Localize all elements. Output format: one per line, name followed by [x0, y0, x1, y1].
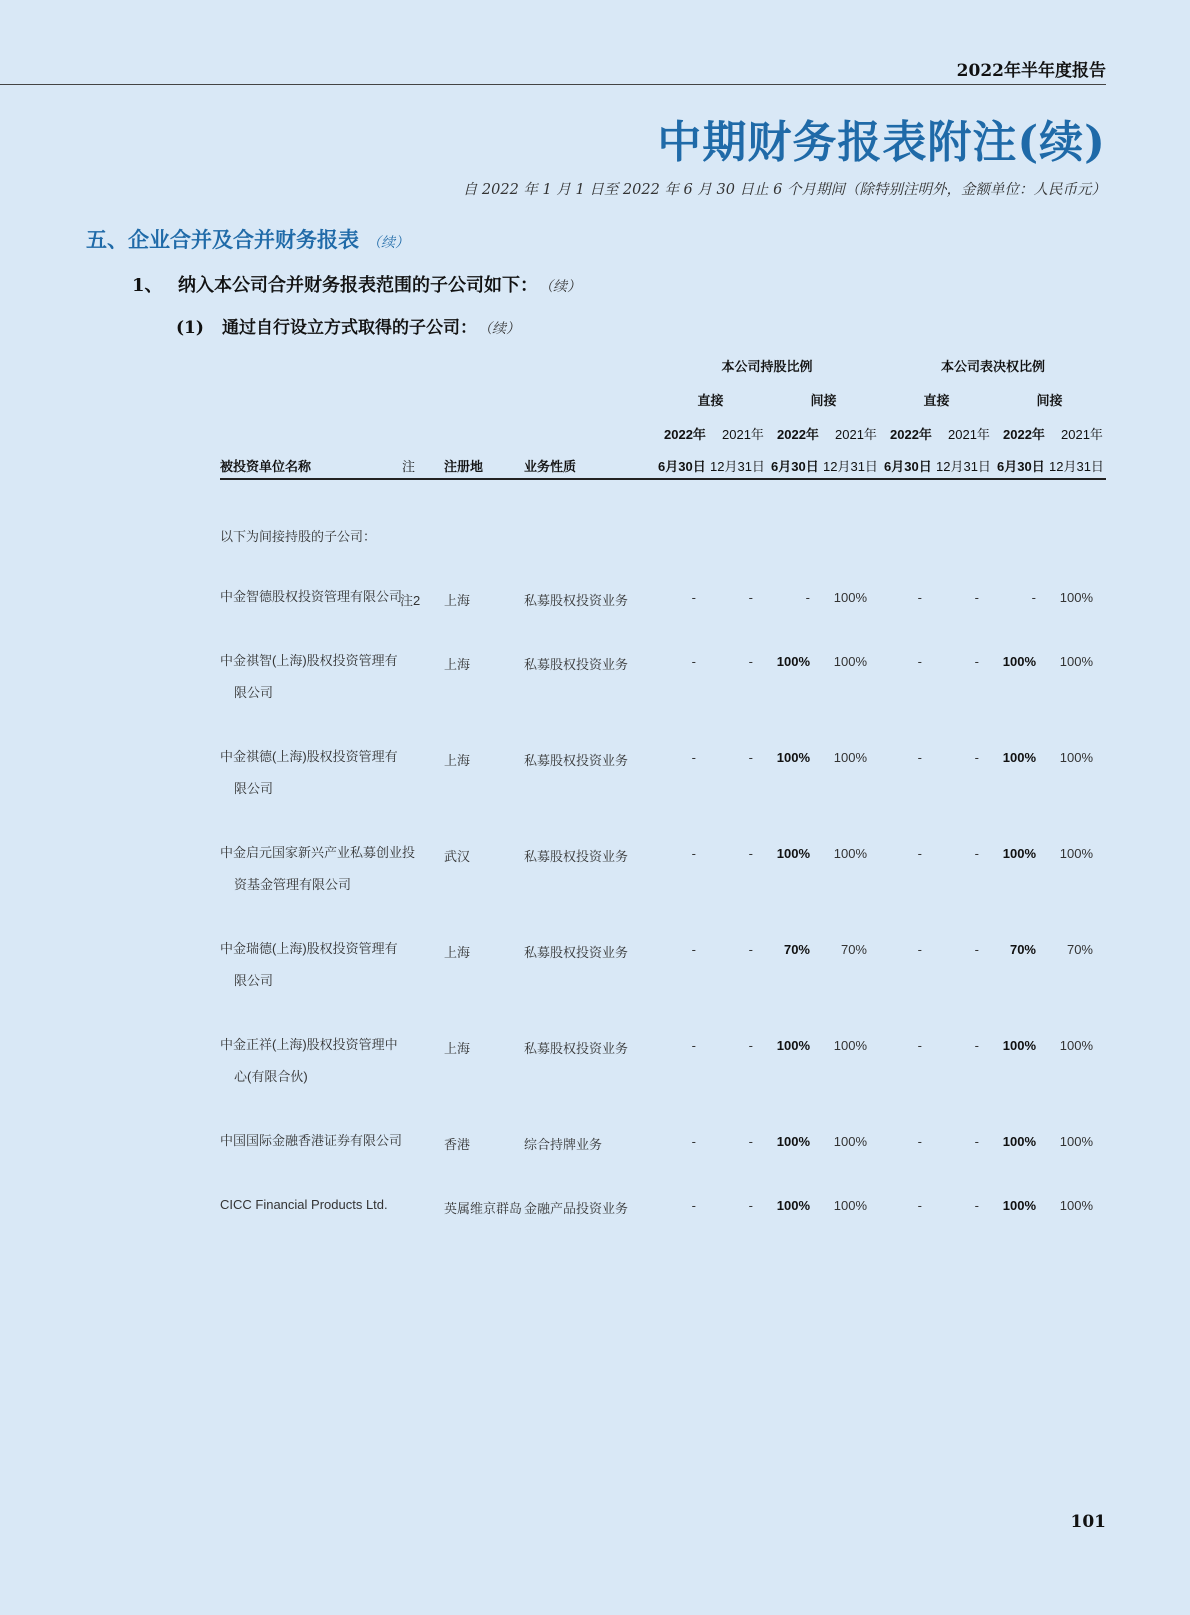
subsection-title: 纳入本公司合并财务报表范围的子公司如下：	[178, 275, 538, 296]
ratio-value: 100%	[776, 1198, 810, 1213]
ratio-value: -	[748, 654, 753, 669]
ratio-value: -	[974, 942, 979, 957]
subsection-number: 1、	[132, 275, 163, 296]
ratio-value: -	[917, 750, 922, 765]
ratio-value: 100%	[776, 846, 810, 861]
ratio-value: 70%	[840, 942, 867, 957]
date-header: 6月30日	[884, 459, 932, 474]
date-header: 12月31日	[936, 459, 991, 474]
company-name-line1: 中金正祥(上海)股权投资管理中	[220, 1037, 398, 1052]
group-header-holding: 本公司持股比例	[721, 359, 813, 374]
subsection-heading	[132, 271, 581, 297]
ratio-value: 100%	[833, 654, 867, 669]
sub-subsection-heading	[176, 313, 520, 338]
ratio-value: 100%	[1059, 654, 1093, 669]
business-nature: 综合持牌业务	[524, 1137, 603, 1152]
company-name	[220, 741, 398, 805]
year-header: 2021年	[835, 427, 877, 442]
ratio-value: 100%	[776, 1134, 810, 1149]
ratio-value: -	[748, 1038, 753, 1053]
year-header: 2022年	[1003, 427, 1045, 442]
ratio-value: -	[748, 590, 753, 605]
year-header: 2021年	[722, 427, 764, 442]
ratio-value: -	[917, 654, 922, 669]
ratio-value: 100%	[833, 1038, 867, 1053]
date-header: 6月30日	[771, 459, 819, 474]
company-name-line1: 中金启元国家新兴产业私募创业投	[220, 845, 416, 860]
company-name-line1: CICC Financial Products Ltd.	[220, 1197, 388, 1212]
ratio-value: -	[1031, 590, 1036, 605]
ratio-value: -	[748, 942, 753, 957]
company-name	[220, 1189, 388, 1221]
ratio-value: 100%	[1059, 1038, 1093, 1053]
table-intro: 以下为间接持股的子公司：	[220, 529, 377, 544]
year-header: 2021年	[1061, 427, 1103, 442]
year-header: 2022年	[777, 427, 819, 442]
ratio-value: 100%	[776, 1038, 810, 1053]
section-continued: （续）	[367, 235, 409, 251]
ratio-value: -	[917, 846, 922, 861]
registered-place: 香港	[444, 1137, 471, 1152]
company-name-line1: 中国国际金融香港证券有限公司	[220, 1133, 403, 1148]
ratio-value: 100%	[776, 750, 810, 765]
date-header: 12月31日	[823, 459, 878, 474]
company-name-line1: 中金祺智(上海)股权投资管理有	[220, 653, 398, 668]
ratio-value: 100%	[1002, 654, 1036, 669]
note-ref: 注2	[400, 593, 421, 608]
ratio-value: 100%	[1002, 846, 1036, 861]
ratio-value: 100%	[1059, 1198, 1093, 1213]
ratio-value: -	[691, 1038, 696, 1053]
period-subtitle: 自 2022 年 1 月 1 日至 2022 年 6 月 30 日止 6 个月期间（除特别注明外，金额单位：人民币元）	[462, 182, 1106, 198]
date-header: 6月30日	[658, 459, 706, 474]
ratio-value: -	[691, 590, 696, 605]
business-nature: 私募股权投资业务	[524, 753, 629, 768]
ratio-value: -	[917, 1038, 922, 1053]
col-header-place: 注册地	[444, 459, 484, 474]
sub-header-holding-direct: 直接	[697, 393, 724, 408]
ratio-value: -	[917, 1198, 922, 1213]
company-name	[220, 837, 415, 901]
business-nature: 私募股权投资业务	[524, 593, 629, 608]
ratio-value: -	[748, 846, 753, 861]
ratio-value: -	[748, 1134, 753, 1149]
ratio-value: -	[917, 1134, 922, 1149]
section-heading-text: 五、企业合并及合并财务报表	[86, 227, 359, 252]
group-header-voting: 本公司表决权比例	[940, 359, 1045, 374]
date-header: 12月31日	[1049, 459, 1104, 474]
ratio-value: 70%	[1066, 942, 1093, 957]
ratio-value: -	[691, 654, 696, 669]
page-number: 101	[1070, 1512, 1106, 1532]
page-title: 中期财务报表附注(续)	[657, 117, 1106, 168]
sub-subsection-continued: （续）	[485, 321, 520, 337]
ratio-value: -	[974, 1134, 979, 1149]
registered-place: 上海	[444, 753, 471, 768]
ratio-value: 100%	[833, 590, 867, 605]
sub-header-holding-indirect: 间接	[810, 393, 837, 408]
business-nature: 私募股权投资业务	[524, 849, 629, 864]
header-divider	[0, 84, 1106, 85]
ratio-value: 100%	[1059, 750, 1093, 765]
ratio-value: -	[691, 942, 696, 957]
ratio-value: -	[691, 846, 696, 861]
registered-place: 上海	[444, 945, 471, 960]
ratio-value: 100%	[1002, 1134, 1036, 1149]
ratio-value: 100%	[833, 750, 867, 765]
sub-header-voting-indirect: 间接	[1036, 393, 1063, 408]
company-name-line1: 中金智德股权投资管理有限公司	[220, 589, 403, 604]
company-name-line2: 限公司	[234, 781, 274, 796]
date-header: 6月30日	[997, 459, 1045, 474]
ratio-value: -	[974, 846, 979, 861]
year-header: 2022年	[664, 427, 706, 442]
ratio-value: -	[974, 750, 979, 765]
ratio-value: 100%	[1059, 1134, 1093, 1149]
registered-place: 上海	[444, 657, 471, 672]
ratio-value: -	[974, 590, 979, 605]
ratio-value: -	[691, 1134, 696, 1149]
business-nature: 私募股权投资业务	[524, 657, 629, 672]
ratio-value: -	[917, 590, 922, 605]
ratio-value: 100%	[1002, 750, 1036, 765]
ratio-value: -	[805, 590, 810, 605]
date-header: 12月31日	[710, 459, 765, 474]
ratio-value: 100%	[776, 654, 810, 669]
company-name-line1: 中金瑞德(上海)股权投资管理有	[220, 941, 398, 956]
ratio-value: -	[974, 1198, 979, 1213]
ratio-value: 100%	[1059, 590, 1093, 605]
company-name	[220, 581, 402, 613]
sub-header-voting-direct: 直接	[923, 393, 950, 408]
ratio-value: 70%	[1009, 942, 1036, 957]
ratio-value: 100%	[1059, 846, 1093, 861]
col-header-note: 注	[402, 459, 416, 474]
business-nature: 私募股权投资业务	[524, 945, 629, 960]
table-header-rule	[220, 478, 1106, 480]
registered-place: 上海	[444, 1041, 471, 1056]
company-name	[220, 1029, 398, 1093]
registered-place: 武汉	[444, 849, 471, 864]
report-title: 2022年半年度报告	[956, 61, 1106, 81]
sub-subsection-number: (1)	[176, 318, 204, 338]
registered-place: 上海	[444, 593, 471, 608]
company-name	[220, 645, 398, 709]
ratio-value: -	[917, 942, 922, 957]
ratio-value: 100%	[1002, 1198, 1036, 1213]
company-name-line1: 中金祺德(上海)股权投资管理有	[220, 749, 398, 764]
ratio-value: 100%	[833, 1134, 867, 1149]
ratio-value: 70%	[783, 942, 810, 957]
company-name	[220, 1125, 402, 1157]
company-name-line2: 资基金管理有限公司	[234, 877, 352, 892]
business-nature: 私募股权投资业务	[524, 1041, 629, 1056]
ratio-value: -	[691, 1198, 696, 1213]
registered-place: 英属维京群岛	[444, 1201, 523, 1216]
year-header: 2022年	[890, 427, 932, 442]
ratio-value: -	[748, 1198, 753, 1213]
sub-subsection-title: 通过自行设立方式取得的子公司：	[222, 318, 477, 338]
company-name-line2: 限公司	[234, 973, 274, 988]
ratio-value: -	[748, 750, 753, 765]
year-header: 2021年	[948, 427, 990, 442]
ratio-value: -	[691, 750, 696, 765]
col-header-business: 业务性质	[524, 459, 577, 474]
section-heading	[86, 224, 409, 254]
subsection-continued: （续）	[546, 279, 581, 295]
company-name-line2: 限公司	[234, 685, 274, 700]
ratio-value: -	[974, 1038, 979, 1053]
company-name-line2: 心(有限合伙)	[234, 1069, 308, 1084]
col-header-name: 被投资单位名称	[220, 459, 312, 474]
business-nature: 金融产品投资业务	[524, 1201, 629, 1216]
company-name	[220, 933, 398, 997]
ratio-value: -	[974, 654, 979, 669]
ratio-value: 100%	[833, 1198, 867, 1213]
ratio-value: 100%	[1002, 1038, 1036, 1053]
ratio-value: 100%	[833, 846, 867, 861]
